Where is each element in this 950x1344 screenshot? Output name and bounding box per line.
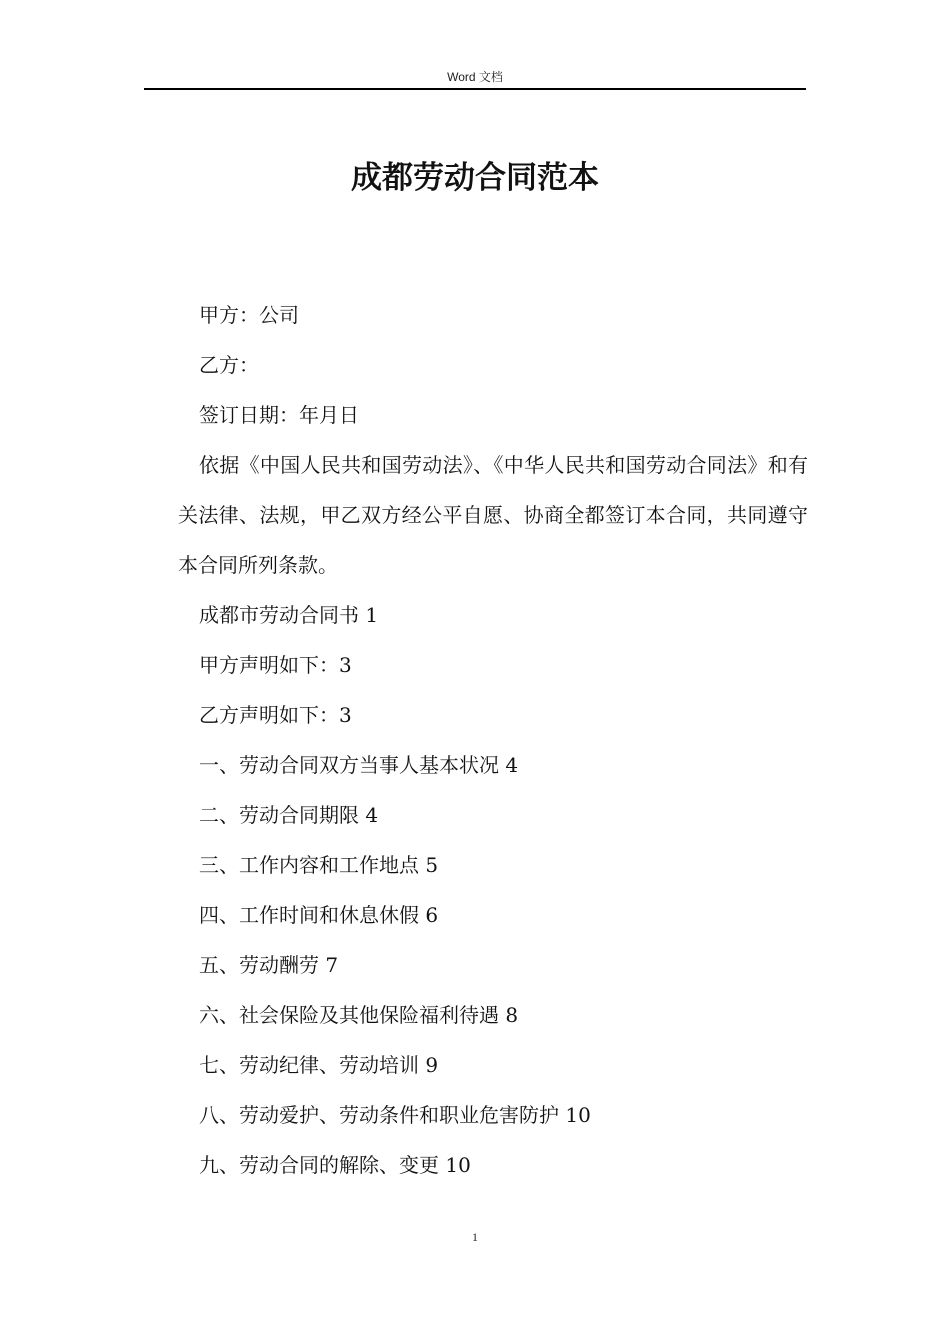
toc-item: 四、工作时间和休息休假 6 <box>199 903 439 927</box>
preamble-paragraph: 依据《中国人民共和国劳动法》、《中华人民共和国劳动合同法》和有关法律、法规，甲乙双方经公平自愿、协商全都签订本合同，共同遵守本合同所列条款。 <box>178 453 808 577</box>
toc-item: 六、社会保险及其他保险福利待遇 8 <box>199 1003 519 1027</box>
document-title: 成都劳动合同范本 <box>351 160 599 196</box>
party-b-line: 乙方： <box>199 353 259 377</box>
toc-item: 二、劳动合同期限 4 <box>199 803 379 827</box>
document-body <box>178 290 808 1190</box>
toc-item: 九、劳动合同的解除、变更 10 <box>199 1153 471 1177</box>
toc-item: 八、劳动爱护、劳动条件和职业危害防护 10 <box>199 1103 591 1127</box>
signing-date-line: 签订日期：年月日 <box>199 403 359 427</box>
toc-item: 五、劳动酬劳 7 <box>199 953 339 977</box>
toc-item: 甲方声明如下：3 <box>199 653 352 677</box>
party-a-line: 甲方：公司 <box>199 303 299 327</box>
page-number: 1 <box>472 1230 478 1244</box>
toc-item: 一、劳动合同双方当事人基本状况 4 <box>199 753 519 777</box>
toc-item: 七、劳动纪律、劳动培训 9 <box>199 1053 439 1077</box>
header-text: Word 文档 <box>447 70 503 84</box>
page-header <box>144 66 806 90</box>
toc-item: 三、工作内容和工作地点 5 <box>199 853 439 877</box>
toc-item: 乙方声明如下：3 <box>199 703 352 727</box>
toc-item: 成都市劳动合同书 1 <box>199 603 379 627</box>
